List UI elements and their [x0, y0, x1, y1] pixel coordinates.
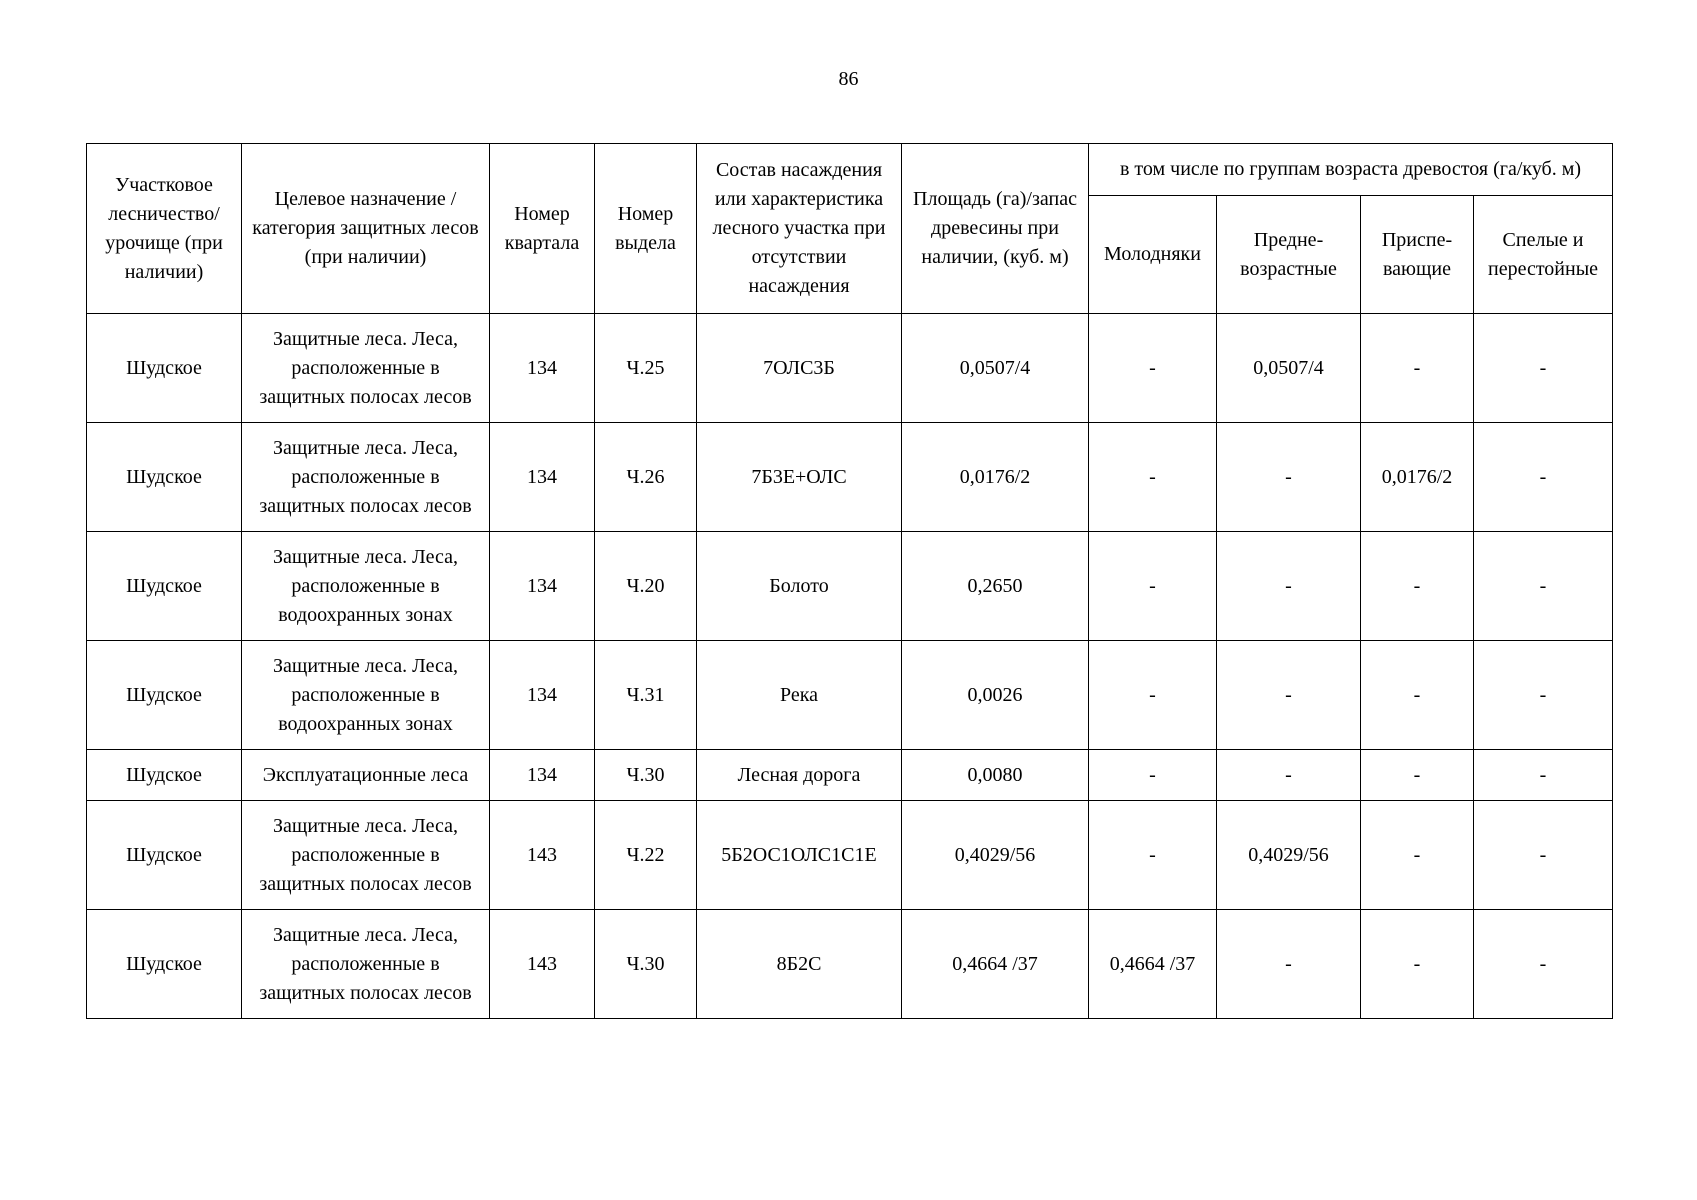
cell-composition: 7Б3Е+ОЛС	[697, 423, 902, 532]
cell-quarter: 143	[490, 910, 595, 1019]
cell-plot: Ч.30	[595, 910, 697, 1019]
cell-premature: -	[1217, 910, 1361, 1019]
cell-composition: 5Б2ОС1ОЛС1С1Е	[697, 801, 902, 910]
cell-ripening: -	[1361, 910, 1474, 1019]
cell-forestry: Шудское	[87, 532, 242, 641]
cell-composition: Река	[697, 641, 902, 750]
cell-premature: 0,0507/4	[1217, 314, 1361, 423]
table-header-row	[87, 144, 1613, 196]
header-ripening: Приспе-вающие	[1361, 196, 1474, 314]
cell-premature: -	[1217, 423, 1361, 532]
cell-purpose: Защитные леса. Леса, расположенные в защитных полосах лесов	[242, 801, 490, 910]
cell-area: 0,0026	[902, 641, 1089, 750]
cell-young: -	[1089, 423, 1217, 532]
cell-young: -	[1089, 314, 1217, 423]
cell-young: -	[1089, 641, 1217, 750]
cell-young: -	[1089, 750, 1217, 801]
cell-quarter: 143	[490, 801, 595, 910]
cell-composition: Лесная дорога	[697, 750, 902, 801]
cell-plot: Ч.25	[595, 314, 697, 423]
cell-young: -	[1089, 801, 1217, 910]
cell-plot: Ч.26	[595, 423, 697, 532]
cell-area: 0,0080	[902, 750, 1089, 801]
header-purpose: Целевое назначение / категория защитных лесов (при наличии)	[242, 144, 490, 314]
header-plot: Номер выдела	[595, 144, 697, 314]
page-number: 86	[838, 68, 859, 90]
cell-plot: Ч.30	[595, 750, 697, 801]
cell-forestry: Шудское	[87, 750, 242, 801]
cell-mature: -	[1474, 314, 1613, 423]
cell-young: 0,4664 /37	[1089, 910, 1217, 1019]
cell-composition: 8Б2С	[697, 910, 902, 1019]
cell-quarter: 134	[490, 314, 595, 423]
cell-forestry: Шудское	[87, 314, 242, 423]
cell-mature: -	[1474, 532, 1613, 641]
cell-purpose: Защитные леса. Леса, расположенные в защитных полосах лесов	[242, 910, 490, 1019]
cell-plot: Ч.22	[595, 801, 697, 910]
cell-plot: Ч.31	[595, 641, 697, 750]
cell-composition: 7ОЛС3Б	[697, 314, 902, 423]
header-composition: Состав насаждения или характеристика лесного участка при отсутствии насаждения	[697, 144, 902, 314]
header-mature: Спелые и перестойные	[1474, 196, 1613, 314]
table-row	[87, 423, 1613, 532]
cell-forestry: Шудское	[87, 801, 242, 910]
cell-young: -	[1089, 532, 1217, 641]
cell-plot: Ч.20	[595, 532, 697, 641]
cell-mature: -	[1474, 423, 1613, 532]
cell-purpose: Защитные леса. Леса, расположенные в защитных полосах лесов	[242, 314, 490, 423]
header-quarter: Номер квартала	[490, 144, 595, 314]
cell-forestry: Шудское	[87, 641, 242, 750]
forest-plots-table	[86, 143, 1613, 1019]
cell-ripening: -	[1361, 641, 1474, 750]
cell-area: 0,0507/4	[902, 314, 1089, 423]
cell-area: 0,4664 /37	[902, 910, 1089, 1019]
cell-forestry: Шудское	[87, 423, 242, 532]
header-premature: Предне-возрастные	[1217, 196, 1361, 314]
cell-premature: -	[1217, 641, 1361, 750]
cell-quarter: 134	[490, 641, 595, 750]
table-row	[87, 801, 1613, 910]
header-forestry: Участковое лесничество/ урочище (при наличии)	[87, 144, 242, 314]
cell-area: 0,2650	[902, 532, 1089, 641]
cell-quarter: 134	[490, 423, 595, 532]
cell-purpose: Защитные леса. Леса, расположенные в водоохранных зонах	[242, 532, 490, 641]
cell-mature: -	[1474, 910, 1613, 1019]
cell-purpose: Эксплуатационные леса	[242, 750, 490, 801]
table-row	[87, 750, 1613, 801]
cell-premature: -	[1217, 532, 1361, 641]
cell-ripening: -	[1361, 801, 1474, 910]
cell-mature: -	[1474, 641, 1613, 750]
cell-premature: -	[1217, 750, 1361, 801]
cell-area: 0,0176/2	[902, 423, 1089, 532]
table-row	[87, 314, 1613, 423]
cell-purpose: Защитные леса. Леса, расположенные в водоохранных зонах	[242, 641, 490, 750]
cell-mature: -	[1474, 750, 1613, 801]
table-row	[87, 641, 1613, 750]
cell-composition: Болото	[697, 532, 902, 641]
cell-ripening: -	[1361, 314, 1474, 423]
cell-ripening: -	[1361, 750, 1474, 801]
header-area: Площадь (га)/запас древесины при наличии, (куб. м)	[902, 144, 1089, 314]
table-row	[87, 910, 1613, 1019]
cell-mature: -	[1474, 801, 1613, 910]
header-age-groups: в том числе по группам возраста древостоя (га/куб. м)	[1089, 144, 1613, 196]
table-row	[87, 532, 1613, 641]
cell-ripening: -	[1361, 532, 1474, 641]
cell-ripening: 0,0176/2	[1361, 423, 1474, 532]
cell-quarter: 134	[490, 750, 595, 801]
header-young: Молодняки	[1089, 196, 1217, 314]
cell-premature: 0,4029/56	[1217, 801, 1361, 910]
cell-forestry: Шудское	[87, 910, 242, 1019]
cell-quarter: 134	[490, 532, 595, 641]
cell-area: 0,4029/56	[902, 801, 1089, 910]
cell-purpose: Защитные леса. Леса, расположенные в защитных полосах лесов	[242, 423, 490, 532]
